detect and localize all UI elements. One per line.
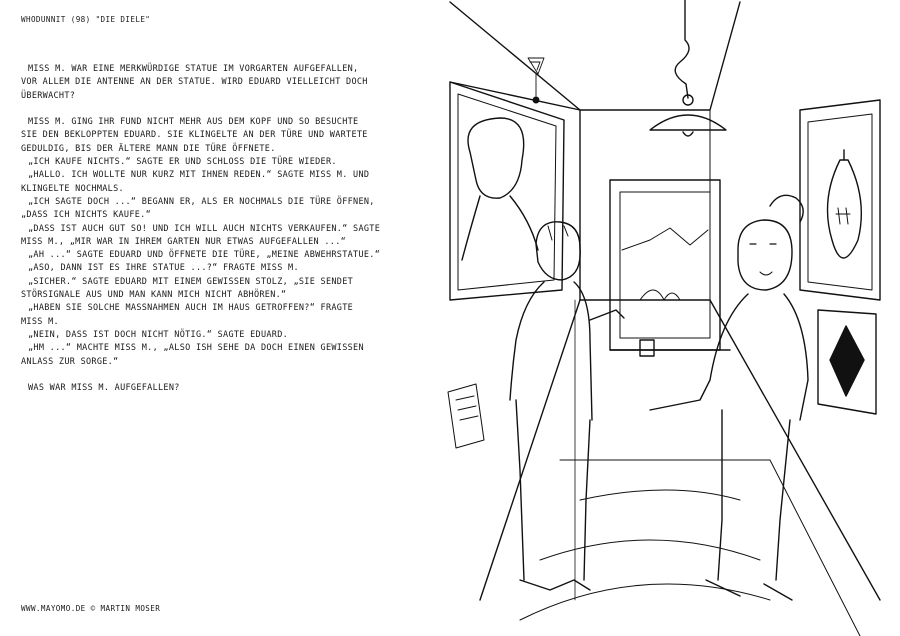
story-line-blank [21, 369, 441, 382]
story-line: „HM ...“ MACHTE MISS M., „ALSO ISH SEHE DA DOCH EINEN GEWISSEN [28, 343, 364, 354]
page-header: WHODUNNIT (98) "DIE DIELE" [21, 15, 151, 24]
story-line: „DASS ICH NICHTS KAUFE.“ [21, 210, 152, 221]
story-line-blank [21, 103, 441, 116]
portrait-frame [450, 82, 564, 300]
story-line: „AH ...“ SAGTE EDUARD UND ÖFFNETE DIE TÜRE, „MEINE ABWEHRSTATUE.“ [28, 250, 381, 261]
story-line: „ICH SAGTE DOCH ...“ BEGANN ER, ALS ER NOCHMALS DIE TÜRE ÖFFNEN, [28, 196, 375, 207]
eduard-figure [510, 222, 624, 590]
story-line: „NEIN, DASS IST DOCH NICHT NÖTIG.“ SAGTE EDUARD. [28, 329, 289, 340]
story-line: ÜBERWACHT? [21, 90, 76, 101]
story-line: „HALLO. ICH WOLLTE NUR KURZ MIT IHNEN REDEN.“ SAGTE MISS M. UND [28, 170, 370, 181]
story-line: „HABEN SIE SOLCHE MASSNAHMEN AUCH IM HAUS GETROFFEN?“ FRAGTE [28, 303, 354, 314]
hallway-illustration [440, 0, 900, 636]
pear-picture [800, 100, 880, 300]
story-line: GEDULDIG, BIS DER ÄLTERE MANN DIE TÜRE ÖFFNETE. [21, 143, 276, 154]
story-line: „ICH KAUFE NICHTS.“ SAGTE ER UND SCHLOSS DIE TÜRE WIEDER. [28, 157, 337, 168]
rug [520, 460, 860, 636]
story-question: WAS WAR MISS M. AUFGEFALLEN? [28, 383, 180, 394]
diamond-picture [818, 310, 876, 414]
story-line: KLINGELTE NOCHMALS. [21, 183, 124, 194]
story-line: „ASO, DANN IST ES IHRE STATUE ...?“ FRAGTE MISS M. [28, 263, 299, 274]
story-line: MISS M. GING IHR FUND NICHT MEHR AUS DEM KOPF UND SO BESUCHTE [28, 117, 359, 128]
story-line: STÖRSIGNALE AUS UND MAN KANN MICH NICHT ABHÖREN.“ [21, 290, 287, 301]
story-line: SIE DEN BEKLOPPTEN EDUARD. SIE KLINGELTE AN DER TÜRE UND WARTETE [21, 130, 368, 141]
ceiling-lamp [650, 0, 726, 136]
wall-note [448, 384, 484, 448]
page-footer: WWW.MAYOMO.DE © MARTIN MOSER [21, 604, 161, 613]
story-line: „SICHER.“ SAGTE EDUARD MIT EINEM GEWISSEN STOLZ, „SIE SENDET [28, 276, 354, 287]
story-line: „DASS IST AUCH GUT SO! UND ICH WILL AUCH NICHTS VERKAUFEN.“ SAGTE [28, 223, 381, 234]
story-line: VOR ALLEM DIE ANTENNE AN DER STATUE. WIRD EDUARD VIELLEICHT DOCH [21, 77, 368, 88]
story-line: MISS M., „MIR WAR IN IHREM GARTEN NUR ETWAS AUFGEFALLEN ...“ [21, 236, 347, 247]
story-line: MISS M. [21, 316, 59, 327]
miss-m-figure [650, 195, 808, 600]
story-text [21, 63, 441, 395]
room-walls [450, 2, 880, 600]
window [610, 180, 730, 356]
spider-web-icon [528, 58, 544, 103]
story-line: MISS M. WAR EINE MERKWÜRDIGE STATUE IM VORGARTEN AUFGEFALLEN, [28, 64, 359, 74]
story-line: ANLASS ZUR SORGE.“ [21, 356, 119, 367]
